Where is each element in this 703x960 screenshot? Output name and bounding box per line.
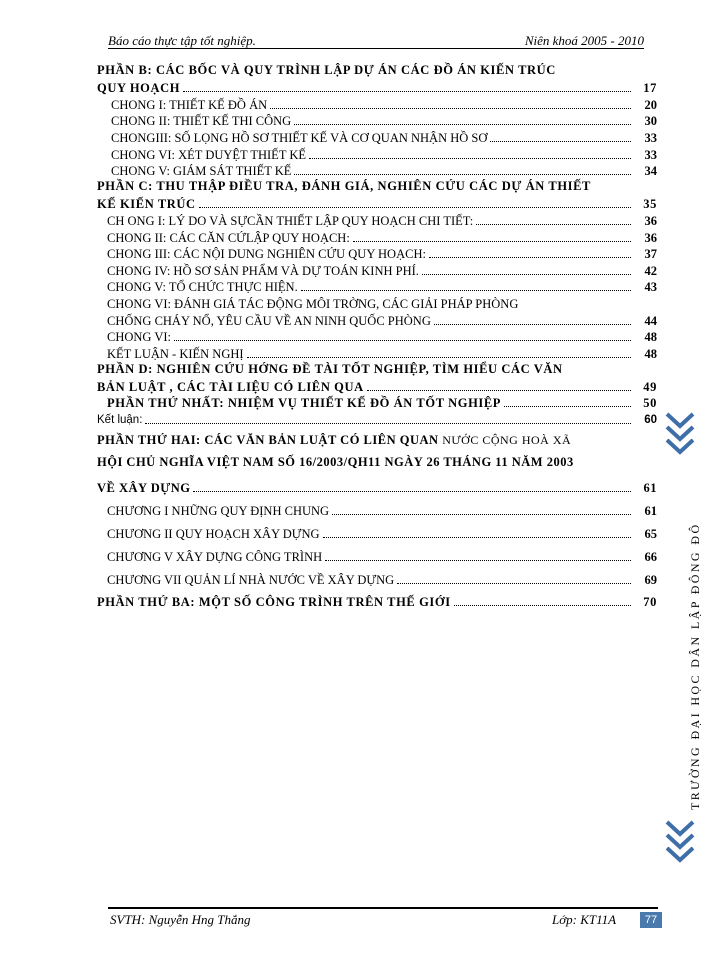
chevron-down-icon bbox=[664, 410, 696, 460]
toc-entry[interactable]: CHƯƠNG I NHỮNG QUY ĐỊNH CHUNG 61 bbox=[107, 504, 657, 519]
footer-class: Lớp: KT11A bbox=[552, 912, 617, 927]
toc-entry[interactable]: CHƯƠNG V XÂY DỰNG CÔNG TRÌNH 66 bbox=[107, 550, 657, 565]
toc-part-d-title: PHẦN D: NGHIÊN CỨU HỚNG ĐỀ TÀI TỐT NGHIỆP, TÌM HIỂU CÁC VĂN bbox=[97, 361, 563, 376]
toc-entry[interactable]: KẾ KIẾN TRÚC 35 bbox=[97, 197, 657, 212]
toc-entry[interactable]: CHONG VI: 48 bbox=[107, 330, 657, 345]
toc-entry[interactable]: CHONG V: TỔ CHỨC THỰC HIỆN. 43 bbox=[107, 280, 657, 295]
toc-part-e-title: PHẦN THỨ HAI: CÁC VĂN BẢN LUẬT CÓ LIÊN QUAN NƯỚC CỘNG HOÀ XÃ bbox=[97, 433, 572, 448]
toc-entry[interactable]: CHONG III: CÁC NỘI DUNG NGHIÊN CỨU QUY HOẠCH: 37 bbox=[107, 247, 657, 262]
toc-entry[interactable]: PHẦN THỨ BA: MỘT SỐ CÔNG TRÌNH TRÊN THẾ GIỚI 70 bbox=[97, 595, 657, 610]
toc-entry[interactable]: CHONG VI: XÉT DUYỆT THIẾT KẾ 33 bbox=[111, 147, 657, 162]
header-school-year: Niên khoá 2005 - 2010 bbox=[524, 33, 644, 48]
chevron-down-icon bbox=[664, 818, 696, 868]
toc-entry[interactable]: CH ONG I: LÝ DO VÀ SỰCẦN THIẾT LẬP QUY HOẠCH CHI TIẾT: 36 bbox=[107, 213, 657, 228]
toc-entry[interactable]: CHONG I: THIẾT KẾ ĐỒ ÁN 20 bbox=[111, 97, 657, 112]
toc-entry[interactable]: CHONG V: GIÁM SÁT THIẾT KẾ 34 bbox=[111, 164, 657, 179]
toc-entry[interactable]: CHỐNG CHÁY NỔ, YÊU CẦU VỀ AN NINH QUỐC PHÒNG 44 bbox=[107, 313, 657, 328]
toc-part-c-title: PHẦN C: THU THẬP ĐIỀU TRA, ĐÁNH GIÁ, NGHIÊN CỨU CÁC DỰ ÁN THIẾT bbox=[97, 179, 591, 194]
header-report-title: Báo cáo thực tập tốt nghiệp. bbox=[108, 33, 256, 48]
footer-rule bbox=[108, 907, 658, 909]
table-of-contents bbox=[97, 62, 657, 609]
toc-entry[interactable]: CHONG II: CÁC CĂN CỨLẬP QUY HOẠCH: 36 bbox=[107, 230, 657, 245]
toc-entry[interactable]: CHƯƠNG II QUY HOẠCH XÂY DỰNG 65 bbox=[107, 527, 657, 542]
toc-entry[interactable]: PHẦN THỨ NHẤT: NHIỆM VỤ THIẾT KẾ ĐỒ ÁN TỐT NGHIỆP 50 bbox=[107, 396, 657, 411]
school-name-vertical: TRƯỜNG ĐẠI HỌC DÂN LẬP ĐÔNG ĐÔ bbox=[688, 522, 702, 810]
toc-entry[interactable]: CHONGIII: SỐ LỌNG HỒ SƠ THIẾT KẾ VÀ CƠ QUAN NHẬN HỒ SƠ 33 bbox=[111, 130, 657, 145]
toc-entry[interactable]: KẾT LUẬN - KIẾN NGHỊ 48 bbox=[107, 346, 657, 361]
toc-part-e-title-line2: HỘI CHỦ NGHĨA VIỆT NAM SỐ 16/2003/QH11 NGÀY 26 THÁNG 11 NĂM 2003 bbox=[97, 455, 574, 470]
toc-entry[interactable]: CHONG II: THIẾT KẾ THI CÔNG 30 bbox=[111, 114, 657, 129]
toc-part-b-title: PHẦN B: CÁC BỐC VÀ QUY TRÌNH LẬP DỰ ÁN CÁC ĐỒ ÁN KIẾN TRÚC bbox=[97, 63, 556, 77]
toc-entry[interactable]: QUY HOẠCH 17 bbox=[97, 81, 657, 96]
page-number: 77 bbox=[640, 912, 662, 928]
toc-entry[interactable]: VỀ XÂY DỰNG 61 bbox=[97, 481, 657, 496]
page-header bbox=[108, 22, 644, 49]
toc-entry-wrapped: CHONG VI: ĐÁNH GIÁ TÁC ĐỘNG MÔI TRỜNG, CÁC GIẢI PHÁP PHÒNG bbox=[107, 296, 519, 311]
toc-entry[interactable]: BẢN LUẬT , CÁC TÀI LIỆU CÓ LIÊN QUA 49 bbox=[97, 379, 657, 394]
footer-student: SVTH: Nguyễn Hng Thắng bbox=[110, 912, 251, 927]
toc-entry[interactable]: CHƯƠNG VII QUẢN LÍ NHÀ NƯỚC VỀ XÂY DỰNG 69 bbox=[107, 573, 657, 588]
toc-entry[interactable]: Kết luận: 60 bbox=[97, 414, 657, 427]
toc-entry[interactable]: CHONG IV: HỒ SƠ SẢN PHẨM VÀ DỰ TOÁN KINH PHÍ. 42 bbox=[107, 263, 657, 278]
